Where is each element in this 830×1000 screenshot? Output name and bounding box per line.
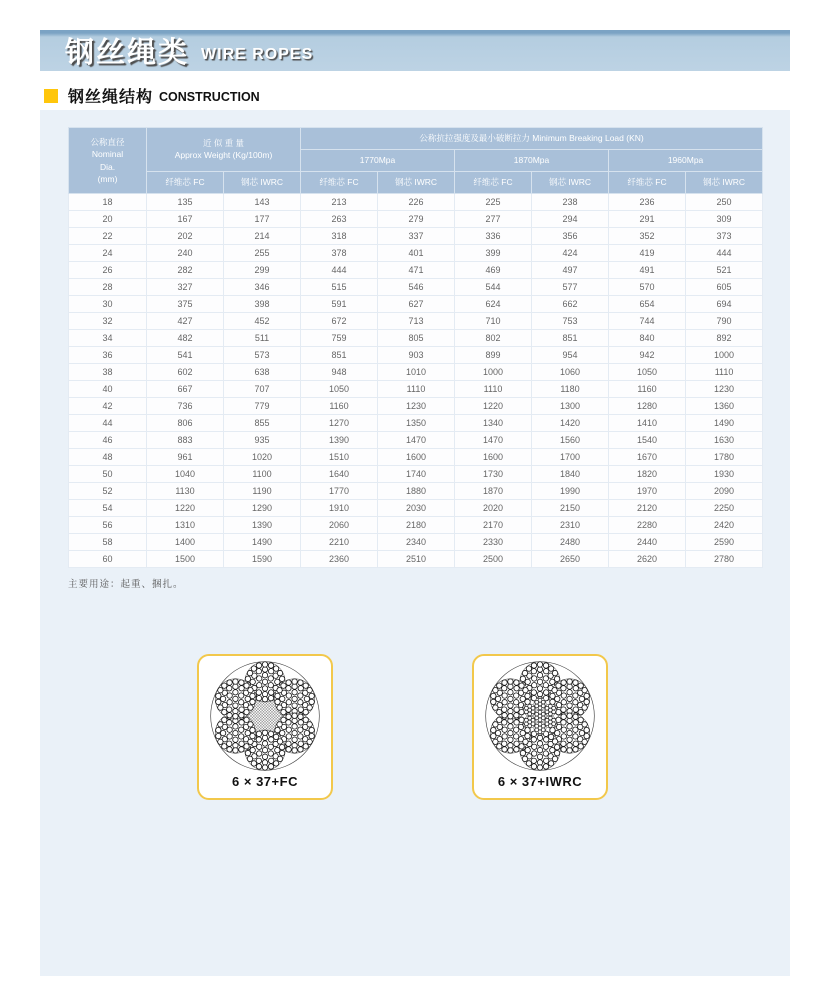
value-cell: 779	[224, 398, 301, 415]
value-cell: 667	[147, 381, 224, 398]
value-cell: 356	[532, 228, 609, 245]
value-cell: 759	[301, 330, 378, 347]
value-cell: 1630	[686, 432, 763, 449]
value-cell: 521	[686, 262, 763, 279]
value-cell: 1050	[301, 381, 378, 398]
value-cell: 318	[301, 228, 378, 245]
header-1960-iwrc: 钢芯 IWRC	[686, 172, 763, 194]
value-cell: 1220	[455, 398, 532, 415]
header-approx-weight: 近 似 重 量 Approx Weight (Kg/100m)	[147, 128, 301, 172]
value-cell: 1930	[686, 466, 763, 483]
dia-cell: 52	[69, 483, 147, 500]
table-row	[69, 449, 763, 466]
value-cell: 401	[378, 245, 455, 262]
value-cell: 373	[686, 228, 763, 245]
value-cell: 471	[378, 262, 455, 279]
value-cell: 544	[455, 279, 532, 296]
value-cell: 2250	[686, 500, 763, 517]
value-cell: 1130	[147, 483, 224, 500]
table-row	[69, 432, 763, 449]
header-1770mpa: 1770Mpa	[301, 150, 455, 172]
value-cell: 1230	[378, 398, 455, 415]
value-cell: 1180	[532, 381, 609, 398]
rope-label-iwrc: 6 × 37+IWRC	[497, 774, 583, 789]
table-row	[69, 364, 763, 381]
value-cell: 546	[378, 279, 455, 296]
value-cell: 1390	[224, 517, 301, 534]
value-cell: 1970	[609, 483, 686, 500]
value-cell: 327	[147, 279, 224, 296]
table-row	[69, 347, 763, 364]
dia-cell: 24	[69, 245, 147, 262]
value-cell: 1110	[686, 364, 763, 381]
rope-diagram-fc	[199, 660, 331, 772]
value-cell: 744	[609, 313, 686, 330]
dia-cell: 60	[69, 551, 147, 568]
table-row	[69, 279, 763, 296]
value-cell: 2330	[455, 534, 532, 551]
table-row	[69, 381, 763, 398]
value-cell: 263	[301, 211, 378, 228]
dia-cell: 40	[69, 381, 147, 398]
yellow-square-bullet-icon	[44, 89, 58, 103]
value-cell: 1220	[147, 500, 224, 517]
value-cell: 1410	[609, 415, 686, 432]
content-panel	[40, 110, 790, 976]
value-cell: 713	[378, 313, 455, 330]
rope-card-fc	[197, 654, 333, 800]
value-cell: 855	[224, 415, 301, 432]
value-cell: 1490	[224, 534, 301, 551]
table-row	[69, 483, 763, 500]
value-cell: 2150	[532, 500, 609, 517]
value-cell: 1560	[532, 432, 609, 449]
table-row	[69, 296, 763, 313]
rope-cross-section	[484, 660, 596, 772]
value-cell: 444	[301, 262, 378, 279]
dia-cell: 42	[69, 398, 147, 415]
table-row	[69, 194, 763, 211]
value-cell: 279	[378, 211, 455, 228]
header-1960-fc: 纤维芯 FC	[609, 172, 686, 194]
value-cell: 1600	[378, 449, 455, 466]
header-weight-iwrc: 钢芯 IWRC	[224, 172, 301, 194]
value-cell: 1290	[224, 500, 301, 517]
value-cell: 291	[609, 211, 686, 228]
banner-title-en: WIRE ROPES	[201, 45, 314, 63]
value-cell: 2310	[532, 517, 609, 534]
dia-cell: 44	[69, 415, 147, 432]
table-row	[69, 262, 763, 279]
wire-rope-spec-table	[68, 127, 763, 568]
header-1960mpa: 1960Mpa	[609, 150, 763, 172]
value-cell: 662	[532, 296, 609, 313]
section-heading	[44, 84, 260, 107]
dia-cell: 34	[69, 330, 147, 347]
value-cell: 1340	[455, 415, 532, 432]
value-cell: 1880	[378, 483, 455, 500]
value-cell: 336	[455, 228, 532, 245]
value-cell: 602	[147, 364, 224, 381]
value-cell: 806	[147, 415, 224, 432]
header-1770-iwrc: 钢芯 IWRC	[378, 172, 455, 194]
value-cell: 177	[224, 211, 301, 228]
value-cell: 497	[532, 262, 609, 279]
value-cell: 790	[686, 313, 763, 330]
value-cell: 1160	[301, 398, 378, 415]
table-row	[69, 245, 763, 262]
value-cell: 1350	[378, 415, 455, 432]
banner-title-zh: 钢丝绳类	[65, 37, 190, 69]
value-cell: 1470	[455, 432, 532, 449]
header-row-core-type	[69, 172, 763, 194]
table-body	[69, 194, 763, 568]
value-cell: 2440	[609, 534, 686, 551]
value-cell: 2590	[686, 534, 763, 551]
value-cell: 143	[224, 194, 301, 211]
value-cell: 851	[301, 347, 378, 364]
value-cell: 294	[532, 211, 609, 228]
header-weight-fc: 纤维芯 FC	[147, 172, 224, 194]
value-cell: 2340	[378, 534, 455, 551]
usage-note: 主要用途：起重、捆扎。	[68, 579, 184, 590]
value-cell: 1500	[147, 551, 224, 568]
value-cell: 2180	[378, 517, 455, 534]
value-cell: 2170	[455, 517, 532, 534]
value-cell: 213	[301, 194, 378, 211]
value-cell: 1840	[532, 466, 609, 483]
table-row	[69, 500, 763, 517]
value-cell: 1190	[224, 483, 301, 500]
value-cell: 1670	[609, 449, 686, 466]
value-cell: 277	[455, 211, 532, 228]
value-cell: 482	[147, 330, 224, 347]
value-cell: 1300	[532, 398, 609, 415]
value-cell: 903	[378, 347, 455, 364]
value-cell: 1470	[378, 432, 455, 449]
header-row-groups	[69, 128, 763, 150]
dia-cell: 18	[69, 194, 147, 211]
value-cell: 1600	[455, 449, 532, 466]
value-cell: 1100	[224, 466, 301, 483]
value-cell: 1730	[455, 466, 532, 483]
value-cell: 1770	[301, 483, 378, 500]
value-cell: 2060	[301, 517, 378, 534]
dia-cell: 28	[69, 279, 147, 296]
header-1870-iwrc: 钢芯 IWRC	[532, 172, 609, 194]
value-cell: 1310	[147, 517, 224, 534]
value-cell: 1590	[224, 551, 301, 568]
value-cell: 238	[532, 194, 609, 211]
value-cell: 491	[609, 262, 686, 279]
value-cell: 2280	[609, 517, 686, 534]
table-row	[69, 415, 763, 432]
dia-cell: 58	[69, 534, 147, 551]
header-1870-fc: 纤维芯 FC	[455, 172, 532, 194]
value-cell: 672	[301, 313, 378, 330]
value-cell: 419	[609, 245, 686, 262]
value-cell: 1700	[532, 449, 609, 466]
value-cell: 309	[686, 211, 763, 228]
rope-label-fc: 6 × 37+FC	[232, 774, 298, 789]
dia-cell: 56	[69, 517, 147, 534]
value-cell: 851	[532, 330, 609, 347]
value-cell: 627	[378, 296, 455, 313]
value-cell: 1040	[147, 466, 224, 483]
table-header	[69, 128, 763, 194]
value-cell: 2620	[609, 551, 686, 568]
value-cell: 2480	[532, 534, 609, 551]
value-cell: 346	[224, 279, 301, 296]
value-cell: 1510	[301, 449, 378, 466]
value-cell: 255	[224, 245, 301, 262]
value-cell: 1870	[455, 483, 532, 500]
value-cell: 654	[609, 296, 686, 313]
header-breaking-load: 公称抗拉强度及最小破断拉力 Minimum Breaking Load (KN)	[301, 128, 763, 150]
dia-cell: 48	[69, 449, 147, 466]
rope-cross-section	[209, 660, 321, 772]
rope-diagram-iwrc	[474, 660, 606, 772]
value-cell: 378	[301, 245, 378, 262]
value-cell: 469	[455, 262, 532, 279]
value-cell: 961	[147, 449, 224, 466]
value-cell: 2360	[301, 551, 378, 568]
value-cell: 942	[609, 347, 686, 364]
value-cell: 2090	[686, 483, 763, 500]
value-cell: 214	[224, 228, 301, 245]
value-cell: 424	[532, 245, 609, 262]
page-banner	[40, 30, 790, 71]
value-cell: 511	[224, 330, 301, 347]
value-cell: 2030	[378, 500, 455, 517]
value-cell: 1400	[147, 534, 224, 551]
dia-cell: 30	[69, 296, 147, 313]
value-cell: 135	[147, 194, 224, 211]
value-cell: 240	[147, 245, 224, 262]
value-cell: 2500	[455, 551, 532, 568]
value-cell: 1110	[455, 381, 532, 398]
value-cell: 452	[224, 313, 301, 330]
value-cell: 1820	[609, 466, 686, 483]
value-cell: 2420	[686, 517, 763, 534]
value-cell: 805	[378, 330, 455, 347]
rope-card-iwrc	[472, 654, 608, 800]
value-cell: 2020	[455, 500, 532, 517]
value-cell: 1160	[609, 381, 686, 398]
table-row	[69, 517, 763, 534]
value-cell: 899	[455, 347, 532, 364]
value-cell: 202	[147, 228, 224, 245]
value-cell: 1910	[301, 500, 378, 517]
value-cell: 2650	[532, 551, 609, 568]
value-cell: 541	[147, 347, 224, 364]
value-cell: 1540	[609, 432, 686, 449]
value-cell: 1000	[686, 347, 763, 364]
dia-cell: 22	[69, 228, 147, 245]
value-cell: 1280	[609, 398, 686, 415]
value-cell: 883	[147, 432, 224, 449]
value-cell: 299	[224, 262, 301, 279]
section-title-zh: 钢丝绳结构	[68, 89, 154, 106]
table-row	[69, 211, 763, 228]
dia-cell: 26	[69, 262, 147, 279]
value-cell: 954	[532, 347, 609, 364]
value-cell: 1780	[686, 449, 763, 466]
dia-cell: 46	[69, 432, 147, 449]
value-cell: 570	[609, 279, 686, 296]
value-cell: 638	[224, 364, 301, 381]
value-cell: 2120	[609, 500, 686, 517]
dia-cell: 38	[69, 364, 147, 381]
header-1770-fc: 纤维芯 FC	[301, 172, 378, 194]
value-cell: 753	[532, 313, 609, 330]
value-cell: 624	[455, 296, 532, 313]
dia-cell: 36	[69, 347, 147, 364]
value-cell: 694	[686, 296, 763, 313]
table-row	[69, 534, 763, 551]
dia-cell: 32	[69, 313, 147, 330]
value-cell: 1010	[378, 364, 455, 381]
section-title-en: CONSTRUCTION	[159, 89, 260, 104]
value-cell: 1420	[532, 415, 609, 432]
value-cell: 444	[686, 245, 763, 262]
table-row	[69, 551, 763, 568]
value-cell: 1000	[455, 364, 532, 381]
value-cell: 1270	[301, 415, 378, 432]
value-cell: 577	[532, 279, 609, 296]
value-cell: 1990	[532, 483, 609, 500]
value-cell: 802	[455, 330, 532, 347]
value-cell: 515	[301, 279, 378, 296]
table-row	[69, 228, 763, 245]
value-cell: 375	[147, 296, 224, 313]
value-cell: 2510	[378, 551, 455, 568]
value-cell: 935	[224, 432, 301, 449]
value-cell: 1640	[301, 466, 378, 483]
value-cell: 399	[455, 245, 532, 262]
value-cell: 1060	[532, 364, 609, 381]
dia-cell: 54	[69, 500, 147, 517]
table-row	[69, 466, 763, 483]
value-cell: 1110	[378, 381, 455, 398]
value-cell: 1360	[686, 398, 763, 415]
table-row	[69, 398, 763, 415]
value-cell: 840	[609, 330, 686, 347]
value-cell: 707	[224, 381, 301, 398]
value-cell: 1740	[378, 466, 455, 483]
value-cell: 1050	[609, 364, 686, 381]
value-cell: 710	[455, 313, 532, 330]
value-cell: 337	[378, 228, 455, 245]
table-row	[69, 330, 763, 347]
header-nominal-dia: 公称直径 Nominal Dia. (mm)	[69, 128, 147, 194]
dia-cell: 50	[69, 466, 147, 483]
value-cell: 225	[455, 194, 532, 211]
value-cell: 1490	[686, 415, 763, 432]
value-cell: 2780	[686, 551, 763, 568]
table-row	[69, 313, 763, 330]
value-cell: 573	[224, 347, 301, 364]
value-cell: 226	[378, 194, 455, 211]
value-cell: 1020	[224, 449, 301, 466]
value-cell: 948	[301, 364, 378, 381]
value-cell: 282	[147, 262, 224, 279]
value-cell: 1390	[301, 432, 378, 449]
value-cell: 1230	[686, 381, 763, 398]
value-cell: 2210	[301, 534, 378, 551]
value-cell: 250	[686, 194, 763, 211]
value-cell: 427	[147, 313, 224, 330]
value-cell: 591	[301, 296, 378, 313]
value-cell: 398	[224, 296, 301, 313]
value-cell: 352	[609, 228, 686, 245]
value-cell: 736	[147, 398, 224, 415]
value-cell: 605	[686, 279, 763, 296]
value-cell: 236	[609, 194, 686, 211]
header-1870mpa: 1870Mpa	[455, 150, 609, 172]
value-cell: 892	[686, 330, 763, 347]
value-cell: 167	[147, 211, 224, 228]
dia-cell: 20	[69, 211, 147, 228]
